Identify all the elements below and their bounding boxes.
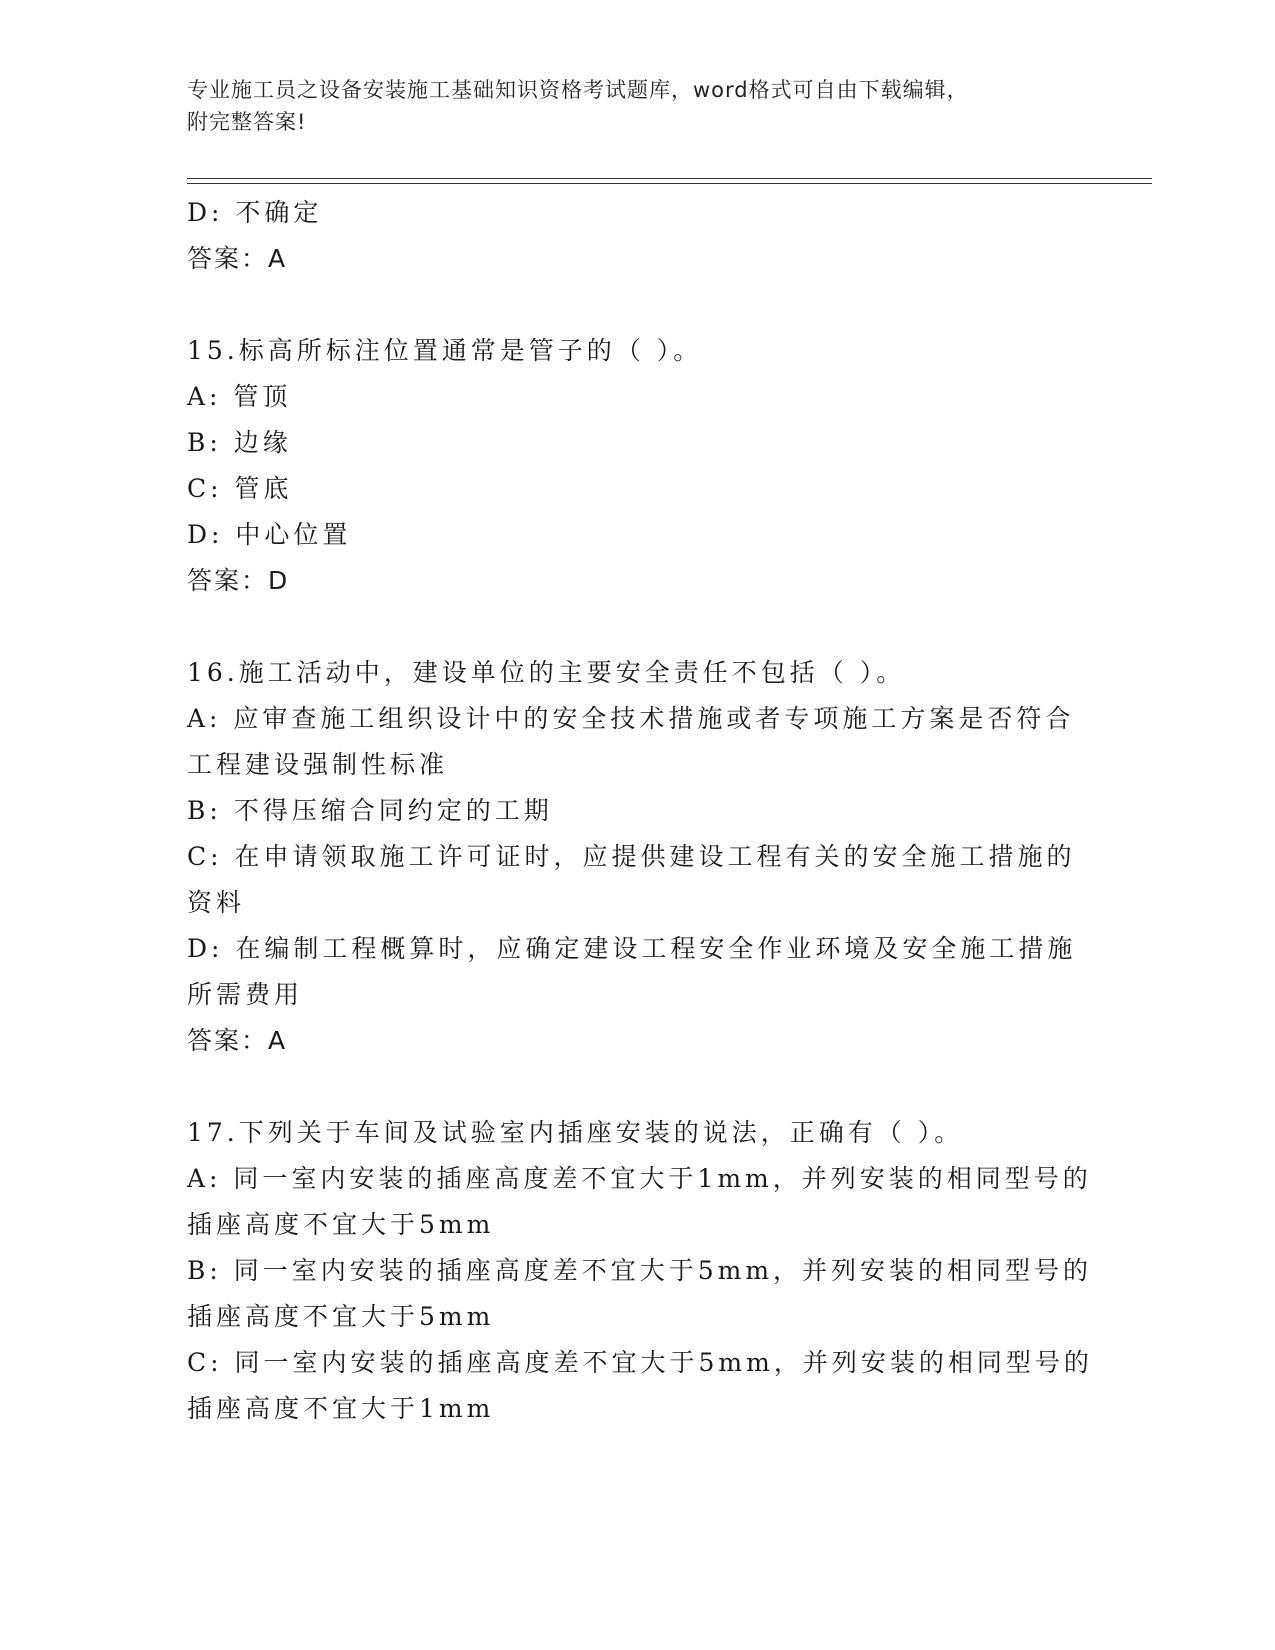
- option-d: D: 中心位置: [187, 520, 352, 549]
- previous-question-tail: [187, 190, 1087, 282]
- question-stem: 17.下列关于车间及试验室内插座安装的说法，正确有（ ）。: [187, 1118, 964, 1147]
- answer-label: 答案：: [187, 1026, 269, 1055]
- answer-line: [187, 1018, 1087, 1064]
- answer-value: A: [268, 1026, 288, 1055]
- spacer: [187, 282, 1087, 328]
- option-c-continued: 资料: [187, 888, 246, 917]
- option-b-continued: 插座高度不宜大于5mm: [187, 1302, 495, 1331]
- document-header: [187, 74, 1067, 138]
- option-c: C: 在申请领取施工许可证时，应提供建设工程有关的安全施工措施的: [187, 842, 1076, 871]
- option-b: B: 不得压缩合同约定的工期: [187, 796, 553, 825]
- option-c-continued: 插座高度不宜大于1mm: [187, 1394, 495, 1423]
- option-d: D: 在编制工程概算时，应确定建设工程安全作业环境及安全施工措施: [187, 934, 1077, 963]
- option-a: A: 应审查施工组织设计中的安全技术措施或者专项施工方案是否符合: [187, 704, 1075, 733]
- header-divider-top: [187, 178, 1152, 179]
- answer-label: 答案：: [187, 566, 269, 595]
- question-stem: 15.标高所标注位置通常是管子的（ ）。: [187, 336, 703, 365]
- answer-line: [187, 558, 1087, 604]
- header-title-line-2: 附完整答案!: [187, 110, 307, 134]
- answer-value: A: [268, 244, 288, 273]
- answer-label: 答案：: [187, 244, 269, 273]
- option-a: A: 管顶: [187, 382, 292, 411]
- option-c: C: 同一室内安装的插座高度差不宜大于5mm，并列安装的相同型号的: [187, 1348, 1093, 1377]
- answer-line: [187, 236, 1087, 282]
- option-a: A: 同一室内安装的插座高度差不宜大于1mm，并列安装的相同型号的: [187, 1164, 1092, 1193]
- option-a-continued: 工程建设强制性标准: [187, 750, 449, 779]
- spacer: [187, 1064, 1087, 1110]
- question-16: [187, 650, 1087, 1064]
- question-17: [187, 1110, 1093, 1432]
- question-stem: 16.施工活动中，建设单位的主要安全责任不包括（ ）。: [187, 658, 906, 687]
- option-d: D: 不确定: [187, 198, 323, 227]
- header-title-line-1: 专业施工员之设备安装施工基础知识资格考试题库，word格式可自由下载编辑，: [187, 78, 969, 102]
- option-b: B: 同一室内安装的插座高度差不宜大于5mm，并列安装的相同型号的: [187, 1256, 1093, 1285]
- option-d-continued: 所需费用: [187, 980, 304, 1009]
- spacer: [187, 604, 1087, 650]
- answer-value: D: [268, 566, 290, 595]
- option-c: C: 管底: [187, 474, 293, 503]
- document-body: [187, 190, 1093, 1432]
- option-b: B: 边缘: [187, 428, 292, 457]
- option-a-continued: 插座高度不宜大于5mm: [187, 1210, 495, 1239]
- header-divider-bottom: [187, 183, 1152, 184]
- question-15: [187, 328, 1087, 604]
